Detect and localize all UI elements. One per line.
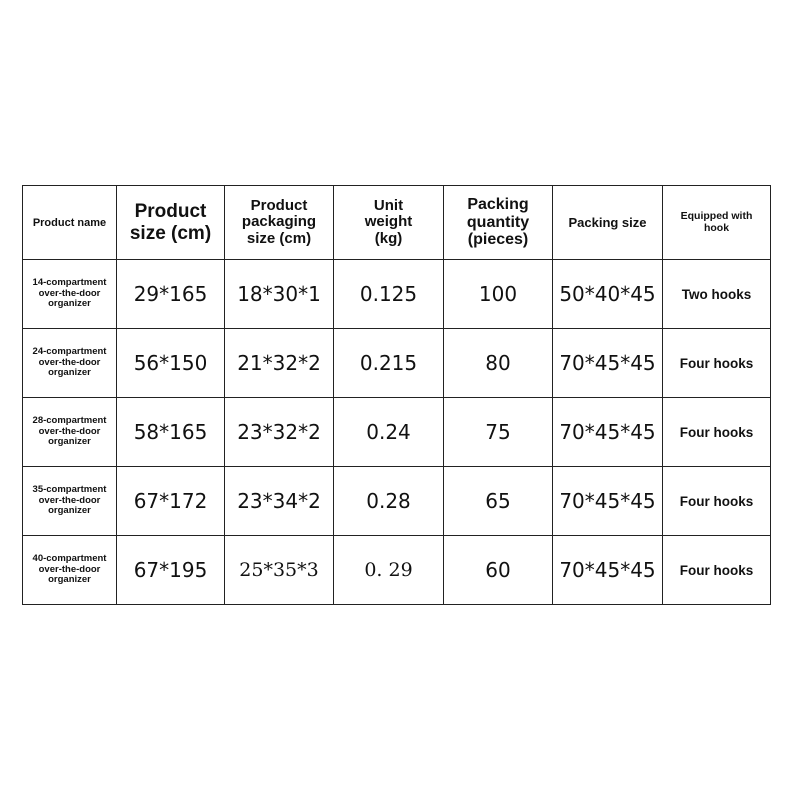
cell-unit-weight: 0.24 xyxy=(334,398,444,467)
product-name-line: over-the-door xyxy=(38,563,101,575)
header-hook xyxy=(663,186,771,260)
product-name-line: organizer xyxy=(48,574,91,586)
cell-packaging-size: 21*32*2 xyxy=(225,329,334,398)
cell-hook: Four hooks xyxy=(663,329,771,398)
product-name-line: organizer xyxy=(48,298,91,310)
header-product-name: Product name xyxy=(23,186,117,260)
cell-packaging-size: 25*35*3 xyxy=(225,536,334,605)
product-name-line: 35-compartment xyxy=(32,483,107,495)
cell-packaging-size: 23*32*2 xyxy=(225,398,334,467)
header-unit-weight-line: (kg) xyxy=(374,229,403,247)
cell-packaging-size: 23*34*2 xyxy=(225,467,334,536)
cell-product-name xyxy=(23,260,117,329)
product-name-line: organizer xyxy=(48,436,91,448)
table-row xyxy=(23,329,771,398)
table-row xyxy=(23,260,771,329)
header-packing-size: Packing size xyxy=(553,186,663,260)
cell-product-size: 29*165 xyxy=(117,260,225,329)
header-packing-quantity-line: (pieces) xyxy=(467,231,529,249)
cell-product-name xyxy=(23,536,117,605)
product-name-line: organizer xyxy=(48,367,91,379)
cell-unit-weight: 0.215 xyxy=(334,329,444,398)
cell-hook: Four hooks xyxy=(663,398,771,467)
header-row xyxy=(23,186,771,260)
header-packing-quantity-line: quantity xyxy=(466,213,530,231)
product-name-line: 28-compartment xyxy=(32,414,107,426)
cell-product-size: 67*172 xyxy=(117,467,225,536)
cell-packing-quantity: 80 xyxy=(444,329,553,398)
cell-product-size: 56*150 xyxy=(117,329,225,398)
header-hook-line: hook xyxy=(703,221,730,234)
cell-packaging-size: 18*30*1 xyxy=(225,260,334,329)
cell-product-size: 58*165 xyxy=(117,398,225,467)
header-unit-weight xyxy=(334,186,444,260)
header-packing-quantity-line: Packing xyxy=(467,196,529,214)
table-row xyxy=(23,398,771,467)
cell-packing-size: 70*45*45 xyxy=(553,536,663,605)
product-name-line: 24-compartment xyxy=(32,345,107,357)
cell-unit-weight: 0.125 xyxy=(334,260,444,329)
product-spec-table xyxy=(22,185,771,605)
product-name-line: organizer xyxy=(48,505,91,517)
table-row xyxy=(23,536,771,605)
cell-packing-size: 70*45*45 xyxy=(553,329,663,398)
cell-product-name xyxy=(23,398,117,467)
cell-unit-weight: 0. 29 xyxy=(334,536,444,605)
product-name-line: over-the-door xyxy=(38,494,101,506)
header-packaging-size-line: packaging xyxy=(241,213,317,231)
header-packaging-size-line: size (cm) xyxy=(246,229,312,247)
product-name-line: 14-compartment xyxy=(32,276,107,288)
header-packaging-size-line: Product xyxy=(250,196,308,214)
cell-packing-quantity: 65 xyxy=(444,467,553,536)
header-unit-weight-line: weight xyxy=(364,213,413,231)
cell-hook: Four hooks xyxy=(663,536,771,605)
cell-unit-weight: 0.28 xyxy=(334,467,444,536)
product-name-line: over-the-door xyxy=(38,425,101,437)
cell-hook: Four hooks xyxy=(663,467,771,536)
header-product-size xyxy=(117,186,225,260)
product-name-line: over-the-door xyxy=(38,287,101,299)
header-unit-weight-line: Unit xyxy=(373,196,404,214)
cell-packing-quantity: 60 xyxy=(444,536,553,605)
cell-packing-size: 70*45*45 xyxy=(553,398,663,467)
cell-product-name xyxy=(23,329,117,398)
header-product-size-line: size (cm) xyxy=(129,222,212,244)
table-row xyxy=(23,467,771,536)
cell-packing-size: 50*40*45 xyxy=(553,260,663,329)
cell-hook: Two hooks xyxy=(663,260,771,329)
cell-product-size: 67*195 xyxy=(117,536,225,605)
product-name-line: 40-compartment xyxy=(32,552,107,564)
cell-packing-quantity: 100 xyxy=(444,260,553,329)
cell-packing-quantity: 75 xyxy=(444,398,553,467)
cell-product-name xyxy=(23,467,117,536)
header-packaging-size xyxy=(225,186,334,260)
header-hook-line: Equipped with xyxy=(680,209,753,222)
product-name-line: over-the-door xyxy=(38,356,101,368)
header-product-size-line: Product xyxy=(134,200,207,222)
cell-packing-size: 70*45*45 xyxy=(553,467,663,536)
header-packing-quantity xyxy=(444,186,553,260)
